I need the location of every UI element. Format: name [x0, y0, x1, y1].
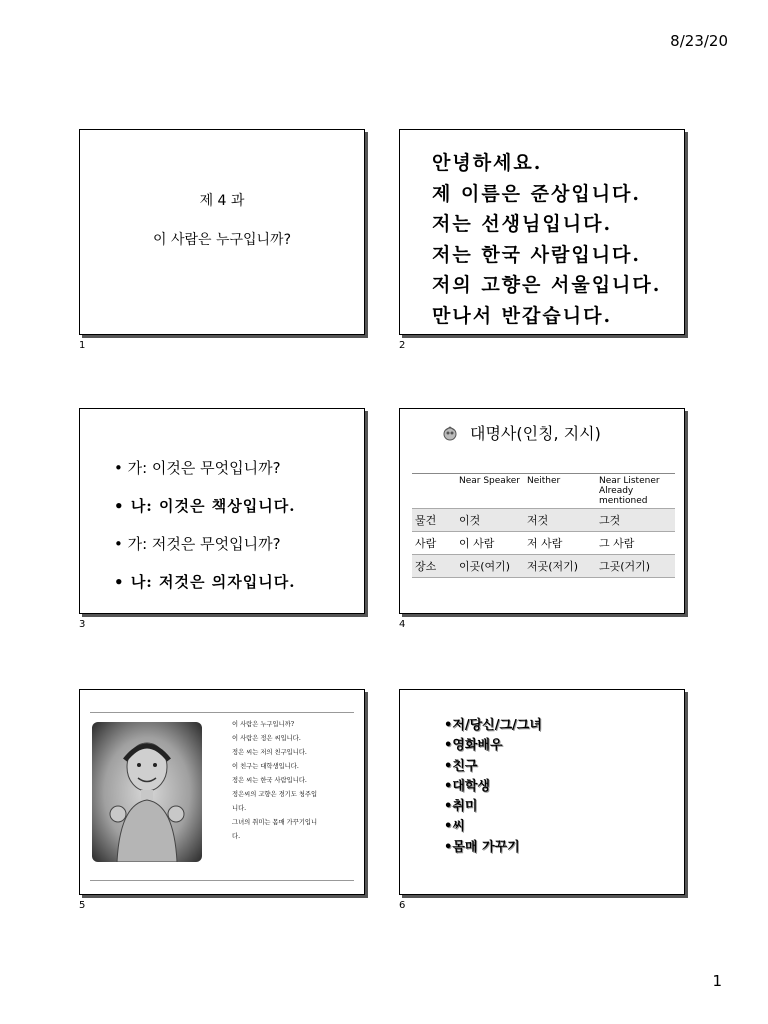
intro-line: 저의 고향은 서울입니다.	[432, 274, 662, 296]
column-header: Near Speaker	[456, 474, 524, 509]
table-row	[412, 532, 675, 555]
table-header-row	[412, 474, 675, 509]
vocab-text: 몸매 가꾸기	[452, 839, 520, 855]
passage-line: 정은 씨는 저의 친구입니다.	[232, 749, 307, 756]
pronoun-table	[412, 473, 675, 578]
table-cell: 그곳(거기)	[596, 555, 675, 578]
woman-portrait-icon	[92, 722, 202, 862]
date: 8/23/20	[670, 32, 728, 50]
divider	[90, 880, 354, 881]
passage-line: 이 사람은 누구입니까?	[232, 721, 295, 728]
table-cell: 사람	[412, 532, 456, 555]
table-cell: 이것	[456, 509, 524, 532]
table-row	[412, 509, 675, 532]
table-cell: 저 사람	[524, 532, 596, 555]
table-row	[412, 555, 675, 578]
slide-1	[79, 129, 365, 335]
dialog-text: 가: 이것은 무엇입니까?	[127, 459, 281, 477]
dialog-text: 가: 저것은 무엇입니까?	[127, 535, 281, 553]
slide-number: 5	[79, 900, 86, 911]
slide-3	[79, 408, 365, 614]
table-cell: 이곳(여기)	[456, 555, 524, 578]
vocab-item: •영화배우	[444, 738, 503, 754]
table-cell: 장소	[412, 555, 456, 578]
slide-4	[399, 408, 685, 614]
passage-line: 다.	[232, 833, 241, 840]
table-cell: 그것	[596, 509, 675, 532]
column-header: Near Listener Already mentioned	[596, 474, 675, 509]
slide-6	[399, 689, 685, 895]
table-cell: 이 사람	[456, 532, 524, 555]
intro-line: 저는 선생님입니다.	[432, 213, 613, 235]
vocab-text: 취미	[452, 799, 478, 815]
dialog-item: • 가: 저것은 무엇입니까?	[114, 535, 281, 553]
passage-line: 정은 씨는 한국 사람입니다.	[232, 777, 307, 784]
slide-number: 2	[399, 340, 406, 351]
vocab-text: 영화배우	[452, 738, 503, 754]
slide-5	[79, 689, 365, 895]
intro-line: 저는 한국 사람입니다.	[432, 243, 642, 266]
slide-number: 6	[399, 900, 406, 911]
passage-line: 이 사람은 정은 씨입니다.	[232, 735, 301, 742]
intro-line: 안녕하세요.	[432, 152, 543, 174]
vocab-text: 씨	[452, 819, 465, 835]
intro-line: 제 이름은 준상입니다.	[432, 182, 642, 205]
dialog-text: 나: 저것은 의자입니다.	[130, 573, 296, 591]
column-header	[412, 474, 456, 509]
vocab-text: 대학생	[452, 778, 490, 794]
vocab-item: •저/당신/그/그녀	[444, 718, 542, 733]
portrait-photo	[92, 722, 202, 862]
passage-line: 정은씨의 고향은 경기도 청주입	[232, 791, 318, 798]
slide-2	[399, 129, 685, 335]
vocab-item: •취미	[444, 799, 478, 815]
lesson-title: 이 사람은 누구입니까?	[152, 232, 292, 248]
passage-line: 니다.	[232, 805, 247, 812]
table-cell: 저곳(저기)	[524, 555, 596, 578]
slide-number: 4	[399, 619, 406, 630]
vocab-text: 친구	[452, 758, 478, 774]
table-cell: 저것	[524, 509, 596, 532]
vocab-item: •친구	[444, 758, 478, 774]
slide-number: 1	[79, 340, 86, 351]
vocab-item: •씨	[444, 819, 465, 835]
bullet-graphic-icon	[442, 425, 458, 441]
table-cell: 그 사람	[596, 532, 675, 555]
dialog-item: • 가: 이것은 무엇입니까?	[114, 459, 281, 477]
passage-line: 이 친구는 대학생입니다.	[232, 763, 299, 770]
lesson-number: 제 4 과	[199, 193, 245, 209]
slide-title: 대명사(인칭, 지시)	[470, 424, 601, 443]
intro-line: 만나서 반갑습니다.	[432, 304, 613, 327]
slide-number: 3	[79, 619, 86, 630]
page-number: 1	[712, 972, 722, 990]
vocab-text: 저/당신/그/그녀	[452, 718, 542, 733]
passage-line: 그녀의 취미는 몸매 가꾸기입니	[232, 819, 318, 826]
vocab-item: •몸매 가꾸기	[444, 839, 520, 855]
dialog-text: 나: 이것은 책상입니다.	[130, 497, 296, 515]
vocab-item: •대학생	[444, 778, 490, 794]
dialog-item: • 나: 저것은 의자입니다.	[114, 573, 296, 591]
table-cell: 물건	[412, 509, 456, 532]
divider	[90, 712, 354, 713]
dialog-item: • 나: 이것은 책상입니다.	[114, 497, 296, 515]
column-header: Neither	[524, 474, 596, 509]
